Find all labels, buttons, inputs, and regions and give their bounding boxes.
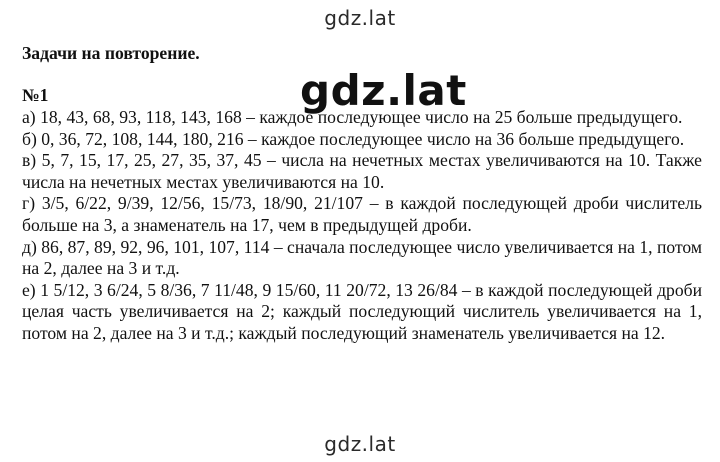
answer-item-a: а) 18, 43, 68, 93, 118, 143, 168 – каждое последующее число на 25 больше предыдущего. xyxy=(22,107,683,127)
watermark-center: gdz.lat xyxy=(300,66,467,115)
answer-item-g: г) 3/5, 6/22, 9/39, 12/56, 15/73, 18/90, 21/107 – в каждой последующей дроби числитель больше на 3, а знаменатель на 17, чем в предыдущей дроби. xyxy=(22,193,702,235)
answer-item-d: д) 86, 87, 89, 92, 96, 101, 107, 114 – сначала последующее число увеличивается на 1, потом на 2, далее на 3 и т.д. xyxy=(22,236,702,279)
answer-item-v: в) 5, 7, 15, 17, 25, 27, 35, 37, 45 – числа на нечетных местах увеличиваются на 10. Также числа на нечетных местах увеличиваются на 10. xyxy=(22,150,702,192)
watermark-top: gdz.lat xyxy=(324,6,396,30)
answer-item-e: е) 1 5/12, 3 6/24, 5 8/36, 7 11/48, 9 15/60, 11 20/72, 13 26/84 – в каждой последующей дроби целая часть увеличивается на 2; каждый последующий числитель увеличивается на 1, потом на 2, далее на 3 и т.д.; каждый последующий знаменатель увеличивается на 12. xyxy=(22,279,702,343)
section-heading: Задачи на повторение. xyxy=(22,43,200,63)
answer-item-b: б) 0, 36, 72, 108, 144, 180, 216 – каждое последующее число на 36 больше предыдущего. xyxy=(22,128,685,149)
task-number: №1 xyxy=(22,85,49,105)
watermark-bottom: gdz.lat xyxy=(324,432,396,456)
